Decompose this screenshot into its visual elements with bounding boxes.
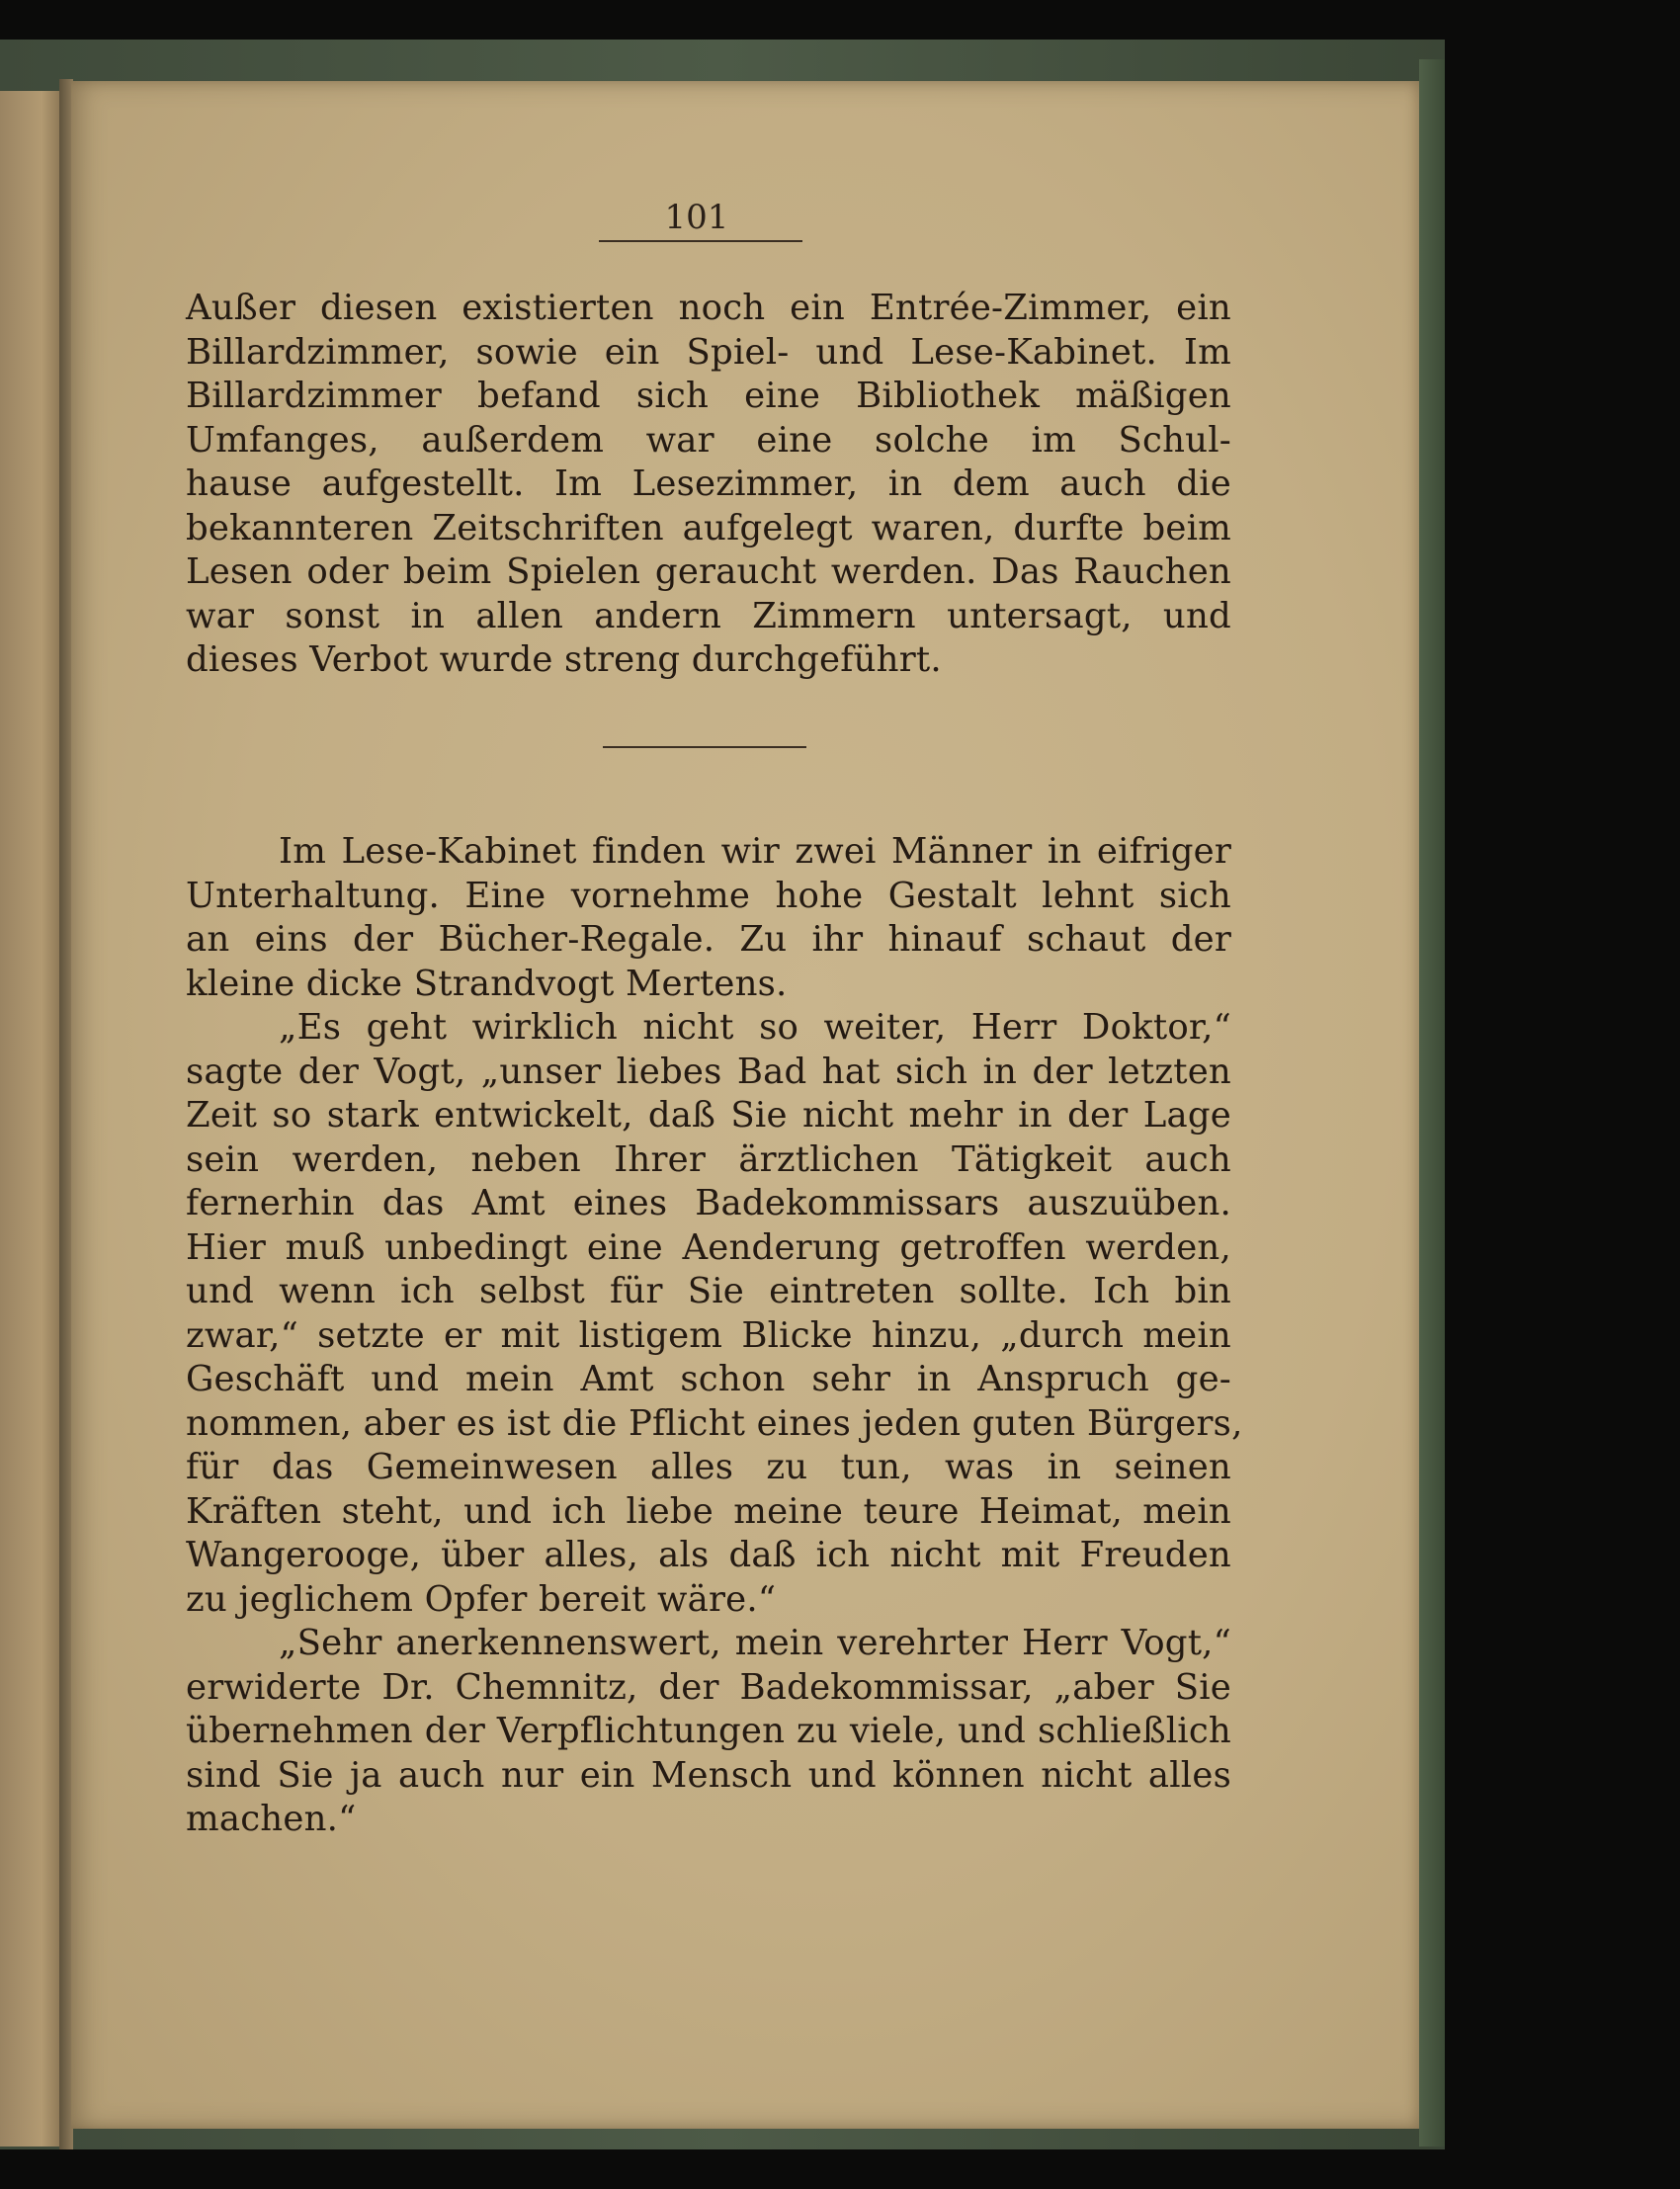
text-line: Lesen oder beim Spielen geraucht werden. Das Rauchen [186,551,1231,592]
text-line: Außer diesen existierten noch ein Entrée-Zimmer, ein [186,288,1231,328]
text-line: machen.“ [186,1799,357,1839]
page-edge [1419,59,1445,2147]
text-line: für das Gemeinwesen alles zu tun, was in seinen [186,1447,1231,1487]
text-line: Billardzimmer befand sich eine Bibliothek mäßigen [186,376,1231,416]
text-line: Im Lese-Kabinet finden wir zwei Männer in eifriger [279,831,1231,872]
section-divider [603,746,806,748]
left-page-edge [0,91,59,2147]
text-line: fernerhin das Amt eines Badekommissars auszuüben. [186,1183,1231,1223]
text-line: zwar,“ setzte er mit listigem Blicke hinzu, „durch mein [186,1314,1231,1356]
text-line: sind Sie ja auch nur ein Mensch und können nicht alles [186,1754,1231,1796]
text-line: sein werden, neben Ihrer ärztlichen Tätigkeit auch [186,1138,1231,1180]
text-line: „Sehr anerkennenswert, mein verehrter Herr Vogt,“ [279,1623,1231,1663]
text-line: erwiderte Dr. Chemnitz, der Badekommissar, „aber Sie [186,1666,1231,1708]
text-line: dieses Verbot wurde streng durchgeführt. [186,639,942,680]
header-rule [599,240,802,242]
text-line: kleine dicke Strandvogt Mertens. [186,963,788,1004]
text-line: Hier muß unbedingt eine Aenderung getroffen werden, [186,1226,1231,1268]
text-line: bekannteren Zeitschriften aufgelegt waren, durfte beim [186,507,1231,548]
text-line: Zeit so stark entwickelt, daß Sie nicht mehr in der Lage [186,1095,1231,1136]
text-line: „Es geht wirklich nicht so weiter, Herr Doktor,“ [279,1007,1231,1048]
text-line: hause aufgestellt. Im Lesezimmer, in dem auch die [186,463,1231,504]
page-number: 101 [664,198,729,237]
text-line: Wangerooge, über alles, als daß ich nicht mit Freuden [186,1535,1231,1575]
text-line: Unterhaltung. Eine vornehme hohe Gestalt lehnt sich [186,875,1231,916]
text-line: Kräften steht, und ich liebe meine teure Heimat, mein [186,1490,1231,1532]
text-line: und wenn ich selbst für Sie eintreten sollte. Ich bin [186,1271,1231,1311]
text-line: nommen, aber es ist die Pflicht eines jeden guten Bürgers, [186,1402,1243,1444]
text-line: Geschäft und mein Amt schon sehr in Anspruch ge- [186,1359,1231,1399]
text-line: übernehmen der Verpflichtungen zu viele, und schließlich [186,1711,1231,1751]
paragraph-rooms [186,287,1231,683]
text-line: Umfanges, außerdem war eine solche im Schul- [186,419,1231,461]
text-line: Billardzimmer, sowie ein Spiel- und Lese-Kabinet. Im [186,331,1231,373]
text-line: war sonst in allen andern Zimmern untersagt, und [186,595,1231,636]
text-line: an eins der Bücher-Regale. Zu ihr hinauf schaut der [186,919,1231,960]
paragraph-dialogue [186,830,1243,1842]
text-line: sagte der Vogt, „unser liebes Bad hat sich in der letzten [186,1051,1231,1092]
text-line: zu jeglichem Opfer bereit wäre.“ [186,1578,777,1620]
